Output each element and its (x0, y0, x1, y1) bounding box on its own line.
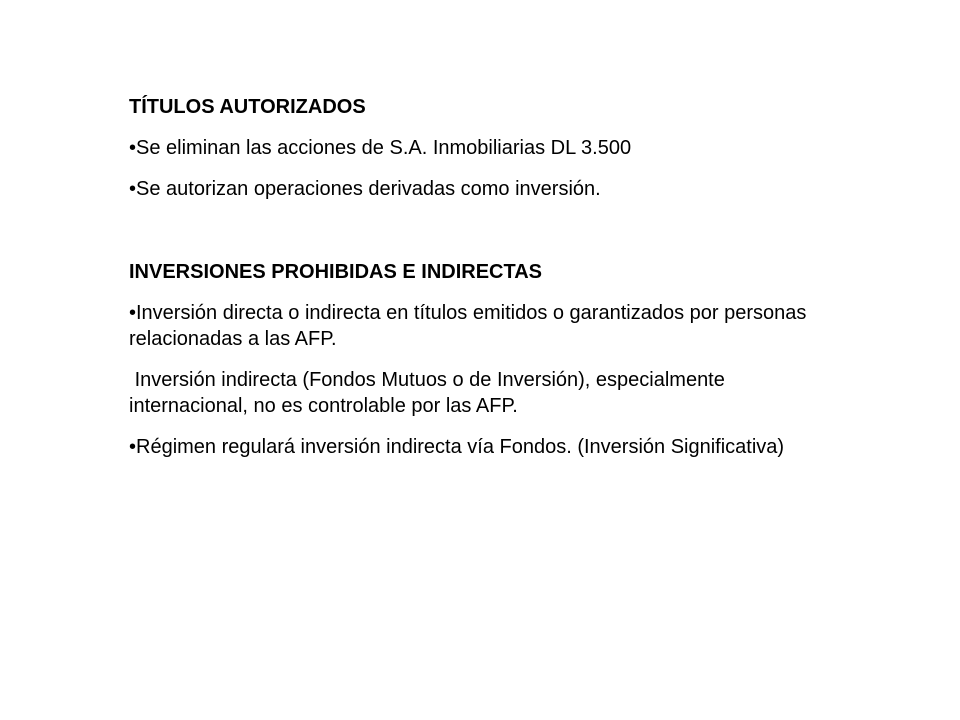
bullet-item: •Se autorizan operaciones derivadas como inversión. (129, 178, 601, 200)
slide-content (129, 94, 809, 475)
section-heading-titulos-autorizados: TÍTULOS AUTORIZADOS (129, 96, 366, 118)
paragraph-item: Inversión indirecta (Fondos Mutuos o de Inversión), especialmente internacional, no es controlable por las AFP. (129, 369, 731, 417)
section-spacer (129, 217, 809, 259)
bullet-item: •Régimen regulará inversión indirecta vía Fondos. (Inversión Significativa) (129, 436, 785, 458)
section-heading-inversiones-prohibidas: INVERSIONES PROHIBIDAS E INDIRECTAS (129, 261, 543, 283)
bullet-item: •Se eliminan las acciones de S.A. Inmobiliarias DL 3.500 (129, 137, 632, 159)
bullet-item: •Inversión directa o indirecta en títulos emitidos o garantizados por personas relacionadas a las AFP. (129, 302, 807, 350)
